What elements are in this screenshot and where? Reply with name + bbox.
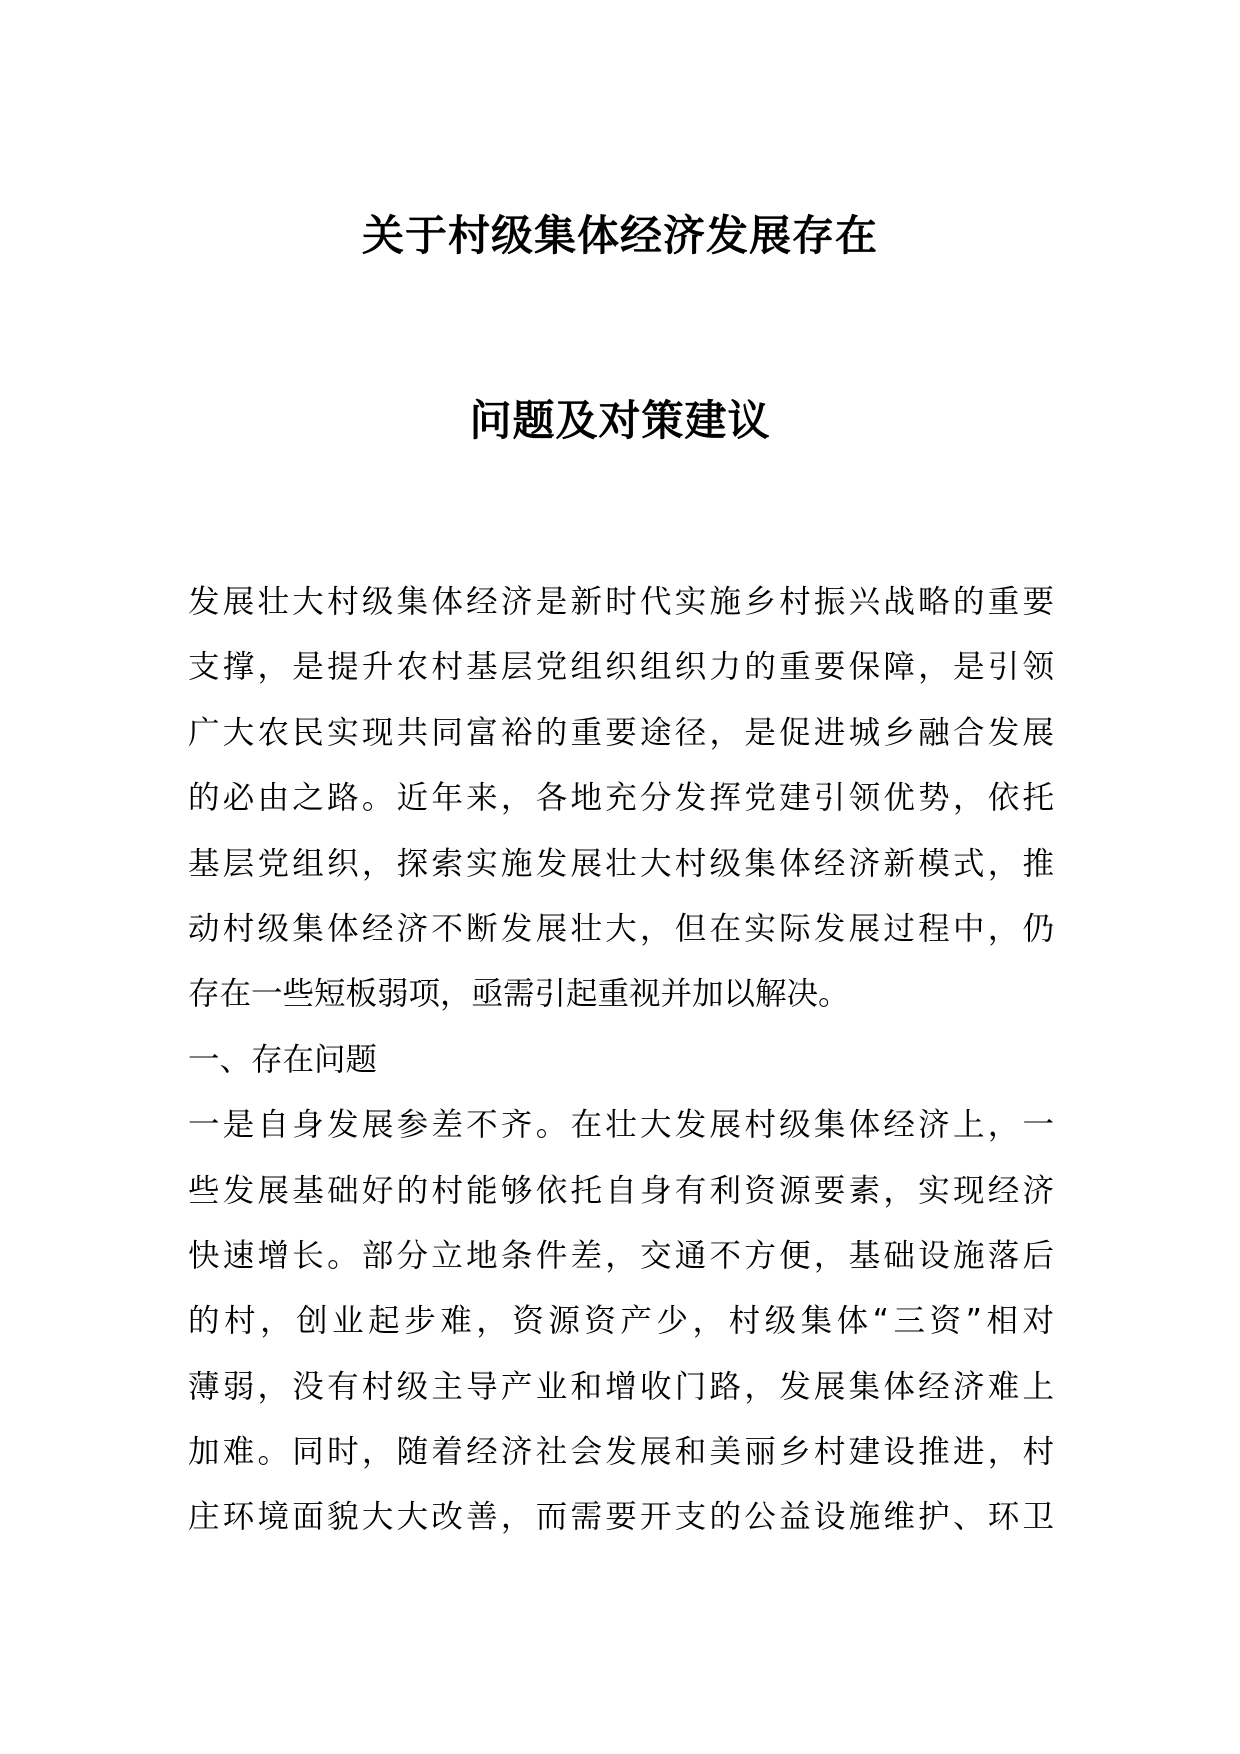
body-text-line: 一、存在问题 [188, 1041, 378, 1078]
body-text-line: 发展壮大村级集体经济是新时代实施乡村振兴战略的重要 [188, 584, 1054, 620]
body-text-line: 薄弱，没有村级主导产业和增收门路，发展集体经济难上 [188, 1368, 1054, 1405]
document-body [188, 570, 1054, 1551]
body-text-line: 支撑，是提升农村基层党组织组织力的重要保障，是引领 [188, 649, 1054, 686]
body-text-line: 基层党组织，探索实施发展壮大村级集体经济新模式，推 [188, 845, 1054, 882]
body-text-line: 动村级集体经济不断发展壮大，但在实际发展过程中，仍 [188, 910, 1054, 947]
body-text-line: 庄环境面貌大大改善，而需要开支的公益设施维护、环卫 [188, 1499, 1054, 1536]
document-title-line-2: 问题及对策建议 [469, 396, 771, 445]
body-text-line: 存在一些短板弱项，亟需引起重视并加以解决。 [188, 976, 850, 1013]
body-text-line: 的必由之路。近年来，各地充分发挥党建引领优势，依托 [188, 780, 1054, 817]
body-text-line: 加难。同时，随着经济社会发展和美丽乡村建设推进，村 [188, 1434, 1054, 1471]
body-text-line: 的村，创业起步难，资源资产少，村级集体“三资”相对 [188, 1303, 1054, 1340]
body-text-line: 快速增长。部分立地条件差，交通不方便，基础设施落后 [188, 1237, 1054, 1274]
body-text-line: 一是自身发展参差不齐。在壮大发展村级集体经济上，一 [188, 1107, 1054, 1144]
body-text-line: 广大农民实现共同富裕的重要途径，是促进城乡融合发展 [188, 714, 1054, 751]
document-title-line-1: 关于村级集体经济发展存在 [361, 211, 878, 260]
body-text-line: 些发展基础好的村能够依托自身有利资源要素，实现经济 [188, 1172, 1054, 1209]
